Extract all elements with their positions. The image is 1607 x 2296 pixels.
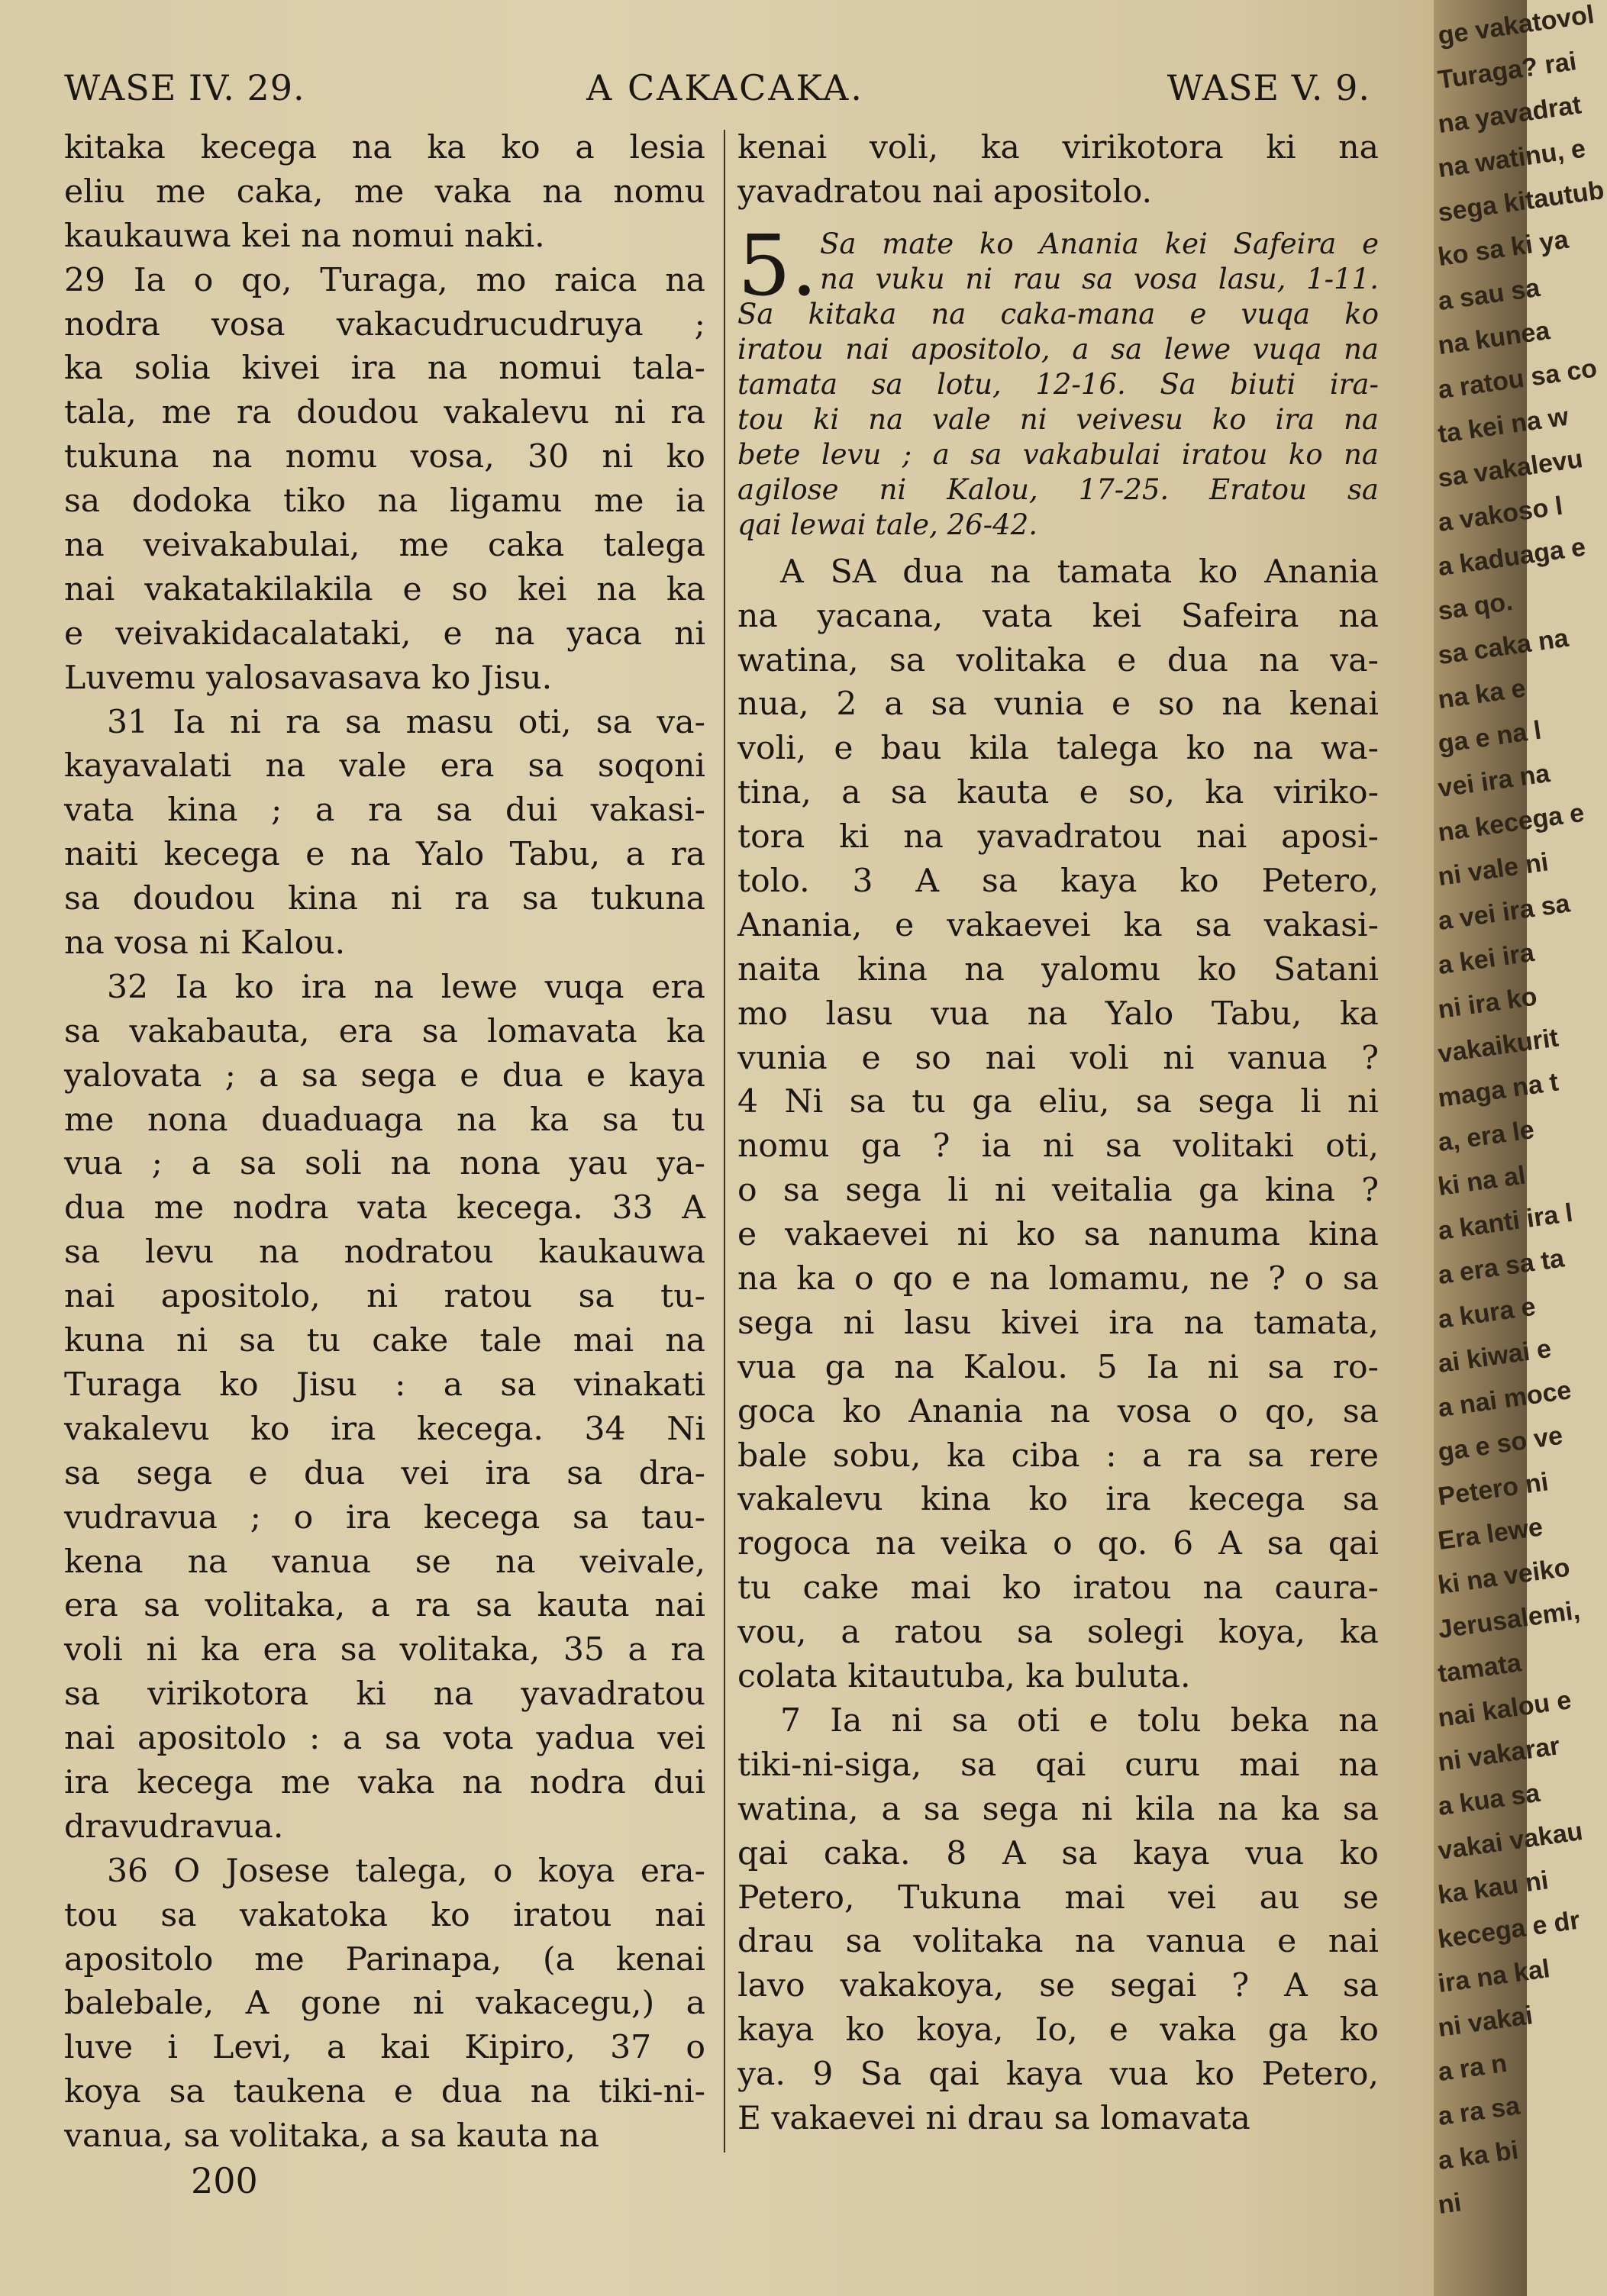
text-line: kuna ni sa tu cake tale mai na <box>64 1322 705 1360</box>
bleed-text-fragment: ge vakatovol <box>1436 0 1596 51</box>
bleed-text-fragment: na ka e <box>1436 673 1528 715</box>
bleed-text-fragment: a kua sa <box>1436 1778 1542 1822</box>
text-line: ya. 9 Sa qai kaya vua ko Petero, <box>737 2056 1379 2094</box>
bleed-text-fragment: a vakoso l <box>1436 491 1565 538</box>
bleed-text-fragment: na kecega e <box>1436 798 1586 848</box>
text-line: sa doudou kina ni ra sa tukuna <box>64 880 705 918</box>
text-line: sa sega e dua vei ira sa dra- <box>64 1454 705 1492</box>
bleed-text-fragment: Era lewe <box>1436 1512 1545 1556</box>
bleed-text-fragment: sa qo. <box>1436 586 1515 627</box>
bleed-text-fragment: a kaduaga e <box>1436 532 1588 582</box>
bleed-text-fragment: a kei ira <box>1436 937 1536 981</box>
text-line: naita kina na yalomu ko Satani <box>737 950 1379 988</box>
text-line: sa levu na nodratou kaukauwa <box>64 1233 705 1272</box>
text-line: bale sobu, ka ciba : a ra sa rere <box>737 1437 1379 1475</box>
text-line: balebale, A gone ni vakacegu,) a <box>64 1985 705 2023</box>
bleed-text-fragment: ko sa ki ya <box>1436 224 1570 272</box>
text-line: qai caka. 8 A sa kaya vua ko <box>737 1834 1379 1872</box>
facing-page-bleed <box>1434 0 1606 2296</box>
summary-line: bete levu ; a sa vakabulai iratou ko na <box>737 437 1379 471</box>
chapter-summary <box>737 216 1379 543</box>
bleed-text-fragment: a kura e <box>1436 1292 1538 1335</box>
chapter-number: 5. <box>737 216 818 314</box>
text-line: rogoca na veika o qo. 6 A sa qai <box>737 1525 1379 1563</box>
text-line: kena na vanua se na veivale, <box>64 1543 705 1581</box>
bleed-text-fragment: ka kau ni <box>1436 1866 1551 1911</box>
text-line: yavadratou nai apositolo. <box>737 173 1153 211</box>
text-line: apositolo me Parinapa, (a kenai <box>64 1940 705 1978</box>
text-line: tiki-ni-siga, sa qai curu mai na <box>737 1746 1379 1784</box>
text-line: Luvemu yalosavasava ko Jisu. <box>64 659 553 697</box>
bleed-text-fragment: ni vale ni <box>1436 847 1551 892</box>
text-line: sa virikotora ki na yavadratou <box>64 1675 705 1714</box>
text-line: 32 Ia ko ira na lewe vuqa era <box>107 968 705 1006</box>
bleed-text-fragment: vakaikurit <box>1436 1023 1560 1069</box>
text-line: vua ; a sa soli na nona yau ya- <box>64 1145 705 1183</box>
text-line: tala, me ra doudou vakalevu ni ra <box>64 394 705 432</box>
bleed-text-fragment: a sau sa <box>1436 272 1542 317</box>
text-line: vudravua ; o ira kecega sa tau- <box>64 1498 705 1537</box>
text-line: na ka o qo e na lomamu, ne ? o sa <box>737 1260 1379 1298</box>
text-line: Turaga ko Jisu : a sa vinakati <box>64 1366 705 1404</box>
bleed-text-fragment: Jerusalemi, <box>1436 1595 1582 1645</box>
bleed-text-fragment: a vei ira sa <box>1436 888 1572 937</box>
text-line: tukuna na nomu vosa, 30 ni ko <box>64 438 705 476</box>
text-line: kaukauwa kei na nomui naki. <box>64 217 545 255</box>
text-line: drau sa volitaka na vanua e nai <box>737 1923 1379 1961</box>
bleed-text-fragment: Petero ni <box>1436 1467 1551 1512</box>
bleed-text-fragment: tamata <box>1436 1648 1524 1689</box>
text-line: tora ki na yavadratou nai aposi- <box>737 818 1379 856</box>
bleed-text-fragment: nai kalou e <box>1436 1685 1573 1733</box>
bleed-text-fragment: a ka bi <box>1436 2135 1521 2176</box>
summary-line: agilose ni Kalou, 17-25. Eratou sa <box>737 472 1379 506</box>
page-number: 200 <box>191 2160 258 2201</box>
text-line: e veivakidacalataki, e na yaca ni <box>64 614 705 653</box>
running-head-left: WASE IV. 29. <box>64 67 305 108</box>
text-line: ira kecega me vaka na nodra dui <box>64 1763 705 1801</box>
summary-line: qai lewai tale, 26-42. <box>737 508 1037 541</box>
text-line: era sa volitaka, a ra sa kauta nai <box>64 1587 705 1625</box>
text-line: yalovata ; a sa sega e dua e kaya <box>64 1056 705 1095</box>
summary-line: Sa kitaka na caka-mana e vuqa ko <box>737 297 1379 331</box>
bleed-text-fragment: a nai moce <box>1436 1375 1573 1424</box>
summary-line: tamata sa lotu, 12-16. Sa biuti ira- <box>737 367 1379 401</box>
text-line: kayavalati na vale era sa soqoni <box>64 747 705 785</box>
bleed-text-fragment: Turaga? rai <box>1436 47 1579 95</box>
text-line: tolo. 3 A sa kaya ko Petero, <box>737 863 1379 901</box>
bleed-text-fragment: a kanti ira l <box>1436 1198 1575 1246</box>
bleed-text-fragment: a, era le <box>1436 1114 1536 1158</box>
text-line: tina, a sa kauta e so, ka viriko- <box>737 774 1379 812</box>
chapter-body-text <box>737 550 1379 2141</box>
text-line: luve i Levi, a kai Kipiro, 37 o <box>64 2029 705 2067</box>
right-text-column <box>737 126 1379 2141</box>
text-line: 7 Ia ni sa oti e tolu beka na <box>780 1701 1379 1740</box>
text-line: nai apositolo, ni ratou sa tu- <box>64 1278 705 1316</box>
bleed-text-fragment: na kunea <box>1436 316 1552 361</box>
text-line: vakalevu ko ira kecega. 34 Ni <box>64 1410 705 1448</box>
text-line: koya sa taukena e dua na tiki-ni- <box>64 2073 705 2111</box>
bleed-text-fragment: vei ira na <box>1436 759 1552 804</box>
bleed-text-fragment: sa caka na <box>1436 623 1570 671</box>
text-line: voli, e bau kila talega ko na wa- <box>737 730 1379 768</box>
bleed-text-fragment: ai kiwai e <box>1436 1333 1554 1379</box>
bleed-text-fragment: a era sa ta <box>1436 1243 1567 1291</box>
text-line: sa vakabauta, era sa lomavata ka <box>64 1012 705 1050</box>
text-line: 4 Ni sa tu ga eliu, sa sega li ni <box>737 1083 1379 1121</box>
text-line: tu cake mai ko iratou na caura- <box>737 1569 1379 1608</box>
text-line: Petero, Tukuna mai vei au se <box>737 1878 1379 1917</box>
summary-line: Sa mate ko Anania kei Safeira e <box>820 227 1379 260</box>
text-line: vou, a ratou sa solegi koya, ka <box>737 1614 1379 1652</box>
text-line: vunia e so nai voli ni vanua ? <box>737 1039 1379 1077</box>
text-line: nodra vosa vakacudrucudruya ; <box>64 305 705 343</box>
text-line: watina, a sa sega ni kila na ka sa <box>737 1790 1379 1828</box>
bleed-text-fragment: sa vakalevu <box>1436 444 1585 494</box>
bleed-text-fragment: ni vakarar <box>1436 1731 1562 1778</box>
bleed-text-fragment: maga na t <box>1436 1067 1560 1114</box>
bleed-text-fragment: na watinu, e <box>1436 134 1588 184</box>
summary-line: na vuku ni rau sa vosa lasu, 1-11. <box>820 262 1379 295</box>
bleed-text-fragment: kecega e dr <box>1436 1905 1582 1955</box>
text-line: kaya ko koya, Io, e vaka ga ko <box>737 2011 1379 2049</box>
summary-line: tou ki na vale ni veivesu ko ira na <box>737 402 1379 436</box>
text-line: A SA dua na tamata ko Anania <box>780 553 1379 591</box>
text-line: mo lasu vua na Yalo Tabu, ka <box>737 995 1379 1033</box>
text-line: watina, sa volitaka e dua na va- <box>737 641 1379 679</box>
left-text-column <box>64 126 705 2159</box>
bleed-text-fragment: ki na al <box>1436 1160 1528 1202</box>
text-line: nomu ga ? ia ni sa volitaki oti, <box>737 1127 1379 1166</box>
text-line: kitaka kecega na ka ko a lesia <box>64 129 705 166</box>
text-line: tou sa vakatoka ko iratou nai <box>64 1896 705 1934</box>
bleed-text-fragment: ga e na l <box>1436 715 1544 759</box>
bleed-text-fragment: ni vakai <box>1436 2001 1535 2043</box>
bleed-text-fragment: a ratou sa co <box>1436 353 1599 405</box>
text-line: kenai voli, ka virikotora ki na <box>737 129 1379 166</box>
text-line: vakalevu kina ko ira kecega sa <box>737 1481 1379 1519</box>
text-line: na veivakabulai, me caka talega <box>64 527 705 565</box>
bleed-text-fragment: ga e so ve <box>1436 1420 1565 1468</box>
text-line: 29 Ia o qo, Turaga, mo raica na <box>64 261 705 299</box>
text-line: Anania, e vakaevei ka sa vakasi- <box>737 906 1379 944</box>
column-divider <box>724 130 725 2152</box>
text-line: E vakaevei ni drau sa lomavata <box>737 2099 1250 2137</box>
text-line: vanua, sa volitaka, a sa kauta na <box>64 2117 600 2156</box>
text-line: naiti kecega e na Yalo Tabu, a ra <box>64 836 705 874</box>
text-line: 31 Ia ni ra sa masu oti, sa va- <box>107 703 705 741</box>
text-line: 36 O Josese talega, o koya era- <box>107 1852 705 1890</box>
bleed-text-fragment: sega kitautub <box>1436 176 1606 228</box>
text-line: nai vakatakilakila e so kei na ka <box>64 570 705 608</box>
text-line: nai apositolo : a sa vota yadua vei <box>64 1720 705 1758</box>
text-line: na vosa ni Kalou. <box>64 924 346 963</box>
text-line: vata kina ; a ra sa dui vakasi- <box>64 792 705 830</box>
running-head-right: WASE V. 9. <box>1167 67 1370 108</box>
text-line: lavo vakakoya, se segai ? A sa <box>737 1967 1379 2005</box>
bleed-text-fragment: ira na kal <box>1436 1954 1552 1999</box>
text-line: sa dodoka tiko na ligamu me ia <box>64 482 705 521</box>
text-line: voli ni ka era sa volitaka, 35 a ra <box>64 1631 705 1669</box>
summary-line: iratou nai apositolo, a sa lewe vuqa na <box>737 332 1379 366</box>
text-line: ka solia kivei ira na nomui tala- <box>64 350 705 388</box>
text-line: dravudravua. <box>64 1807 284 1846</box>
text-line: colata kitautuba, ka buluta. <box>737 1658 1191 1696</box>
text-line: dua me nodra vata kecega. 33 A <box>64 1189 705 1227</box>
text-line: eliu me caka, me vaka na nomu <box>64 173 705 211</box>
bleed-text-fragment: na yavadrat <box>1436 90 1583 140</box>
text-line: na yacana, vata kei Safeira na <box>737 597 1379 635</box>
text-line: e vakaevei ni ko sa nanuma kina <box>737 1216 1379 1254</box>
text-line: sega ni lasu kivei ira na tamata, <box>737 1304 1379 1342</box>
bleed-text-fragment: ni <box>1436 2188 1463 2220</box>
bleed-text-fragment: ta kei na w <box>1436 401 1570 450</box>
text-line: vua ga na Kalou. 5 Ia ni sa ro- <box>737 1348 1379 1386</box>
bleed-text-fragment: ni ira ko <box>1436 982 1539 1025</box>
text-line: goca ko Anania na vosa o qo, sa <box>737 1392 1379 1430</box>
text-line: me nona duaduaga na ka sa tu <box>64 1101 705 1139</box>
right-column-continuation <box>737 126 1379 214</box>
bleed-text-fragment: a ra sa <box>1436 2091 1522 2132</box>
text-line: nua, 2 a sa vunia e so na kenai <box>737 685 1379 724</box>
text-line: o sa sega li ni veitalia ga kina ? <box>737 1172 1379 1210</box>
summary-lines <box>737 227 1379 543</box>
bleed-text-fragment: ki na veiko <box>1436 1553 1572 1601</box>
running-head-title: A CAKACAKA. <box>586 67 864 108</box>
bleed-text-fragment: vakai vakau <box>1436 1817 1585 1866</box>
bleed-text-fragment: a ra n <box>1436 2048 1509 2088</box>
